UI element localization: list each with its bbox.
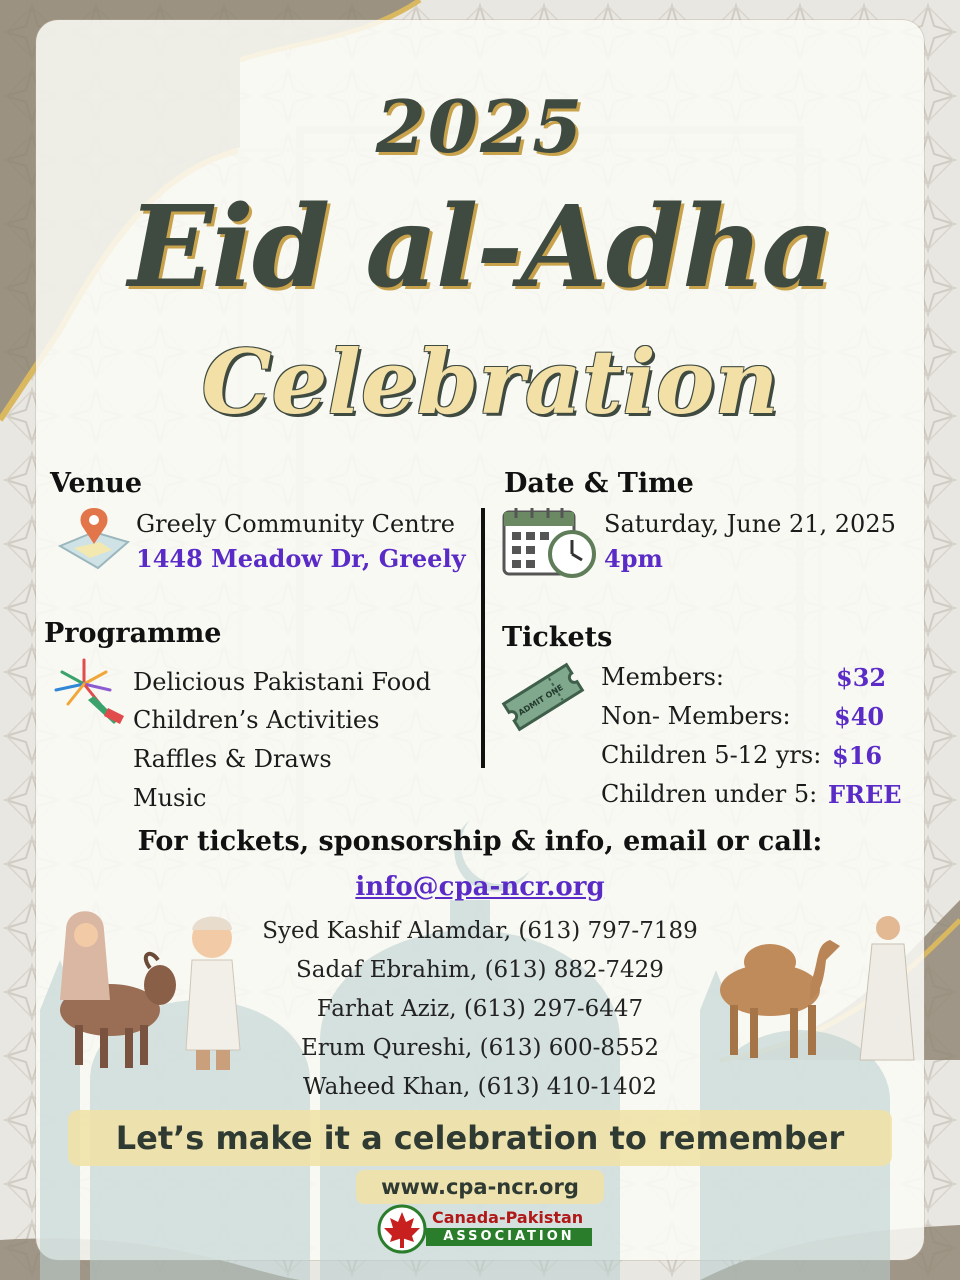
logo-line1: Canada-Pakistan <box>432 1208 584 1227</box>
man-figure-icon <box>860 916 914 1060</box>
contact-email-link[interactable]: info@cpa-ncr.org <box>355 872 605 902</box>
ticket-price: $32 <box>836 663 887 692</box>
datetime-heading: Date & Time <box>504 468 694 499</box>
ticket-label: Children 5-12 yrs: <box>601 741 822 769</box>
venue-heading: Venue <box>50 468 143 499</box>
contact-person: Erum Qureshi, (613) 600-8552 <box>301 1035 659 1061</box>
website-link[interactable]: www.cpa-ncr.org <box>356 1170 604 1204</box>
logo-line2: ASSOCIATION <box>426 1228 592 1246</box>
ticket-label: Members: <box>601 663 724 691</box>
woman-figure-icon <box>60 911 110 1000</box>
programme-item: Children’s Activities <box>133 706 380 734</box>
programme-item: Raffles & Draws <box>133 745 332 773</box>
programme-item: Music <box>133 784 207 812</box>
contact-person: Sadaf Ebrahim, (613) 882-7429 <box>296 957 664 983</box>
ticket-label: Non- Members: <box>601 702 791 730</box>
event-time: 4pm <box>604 544 663 573</box>
venue-name: Greely Community Centre <box>136 510 456 538</box>
contact-person: Syed Kashif Alamdar, (613) 797-7189 <box>262 918 698 944</box>
contact-heading: For tickets, sponsorship & info, email or call: <box>137 826 823 857</box>
ticket-price: $40 <box>834 702 885 731</box>
programme-item: Delicious Pakistani Food <box>133 668 431 696</box>
maple-leaf-crescent-icon <box>376 1204 428 1254</box>
event-subtitle: Celebration <box>201 330 779 434</box>
tagline-banner: Let’s make it a celebration to remember <box>68 1110 892 1166</box>
ticket-price: FREE <box>828 780 902 809</box>
event-date: Saturday, June 21, 2025 <box>604 510 896 538</box>
ticket-label: Children under 5: <box>601 780 818 808</box>
contact-person: Waheed Khan, (613) 410-1402 <box>303 1074 657 1100</box>
tickets-heading: Tickets <box>502 622 613 653</box>
camel-icon <box>720 940 840 1058</box>
ticket-stub-text: ADMIT ONE <box>516 682 565 718</box>
boy-figure-icon <box>186 917 240 1071</box>
event-title: Eid al-Adha <box>127 182 833 313</box>
association-logo <box>376 1204 592 1254</box>
event-year: 2025 <box>375 84 585 169</box>
ticket-price: $16 <box>832 741 883 770</box>
programme-heading: Programme <box>44 618 222 649</box>
venue-address: 1448 Meadow Dr, Greely <box>136 544 466 573</box>
contact-person: Farhat Aziz, (613) 297-6447 <box>316 996 644 1022</box>
